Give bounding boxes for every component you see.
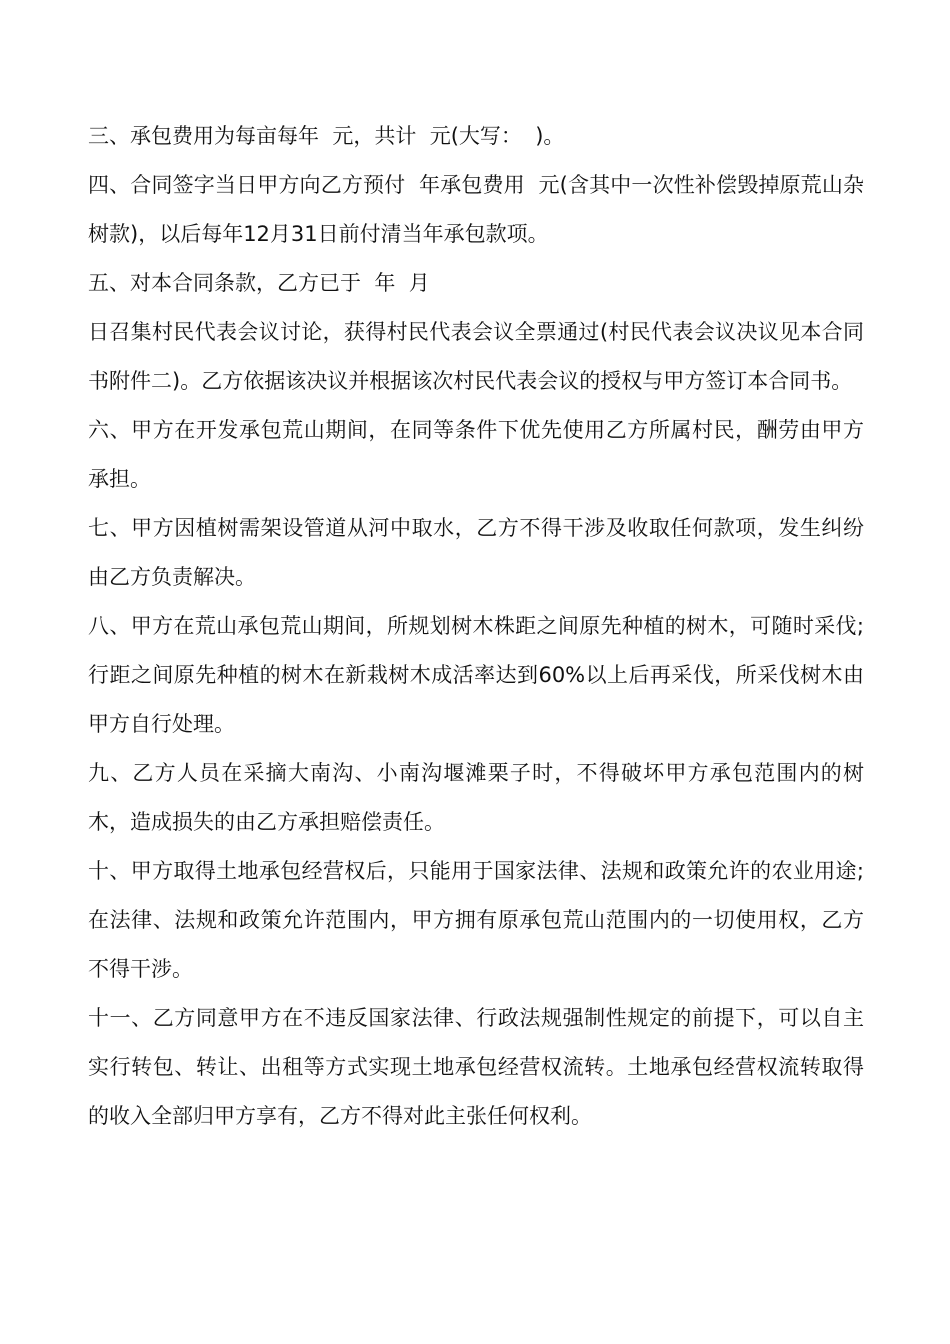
clause-9-chestnuts: 九、乙方人员在采摘大南沟、小南沟堰滩栗子时，不得破坏甲方承包范围内的树木，造成损失的由乙方承担赔偿责任。 <box>88 761 864 834</box>
clause-3-fee: 三、承包费用为每亩每年 元，共计 元(大写： )。 <box>88 124 565 148</box>
clause-4-prepayment: 四、合同签字当日甲方向乙方预付 年承包费用 元(含其中一次性补偿毁掉原荒山杂树款)，以后每年12月31日前付清当年承包款项。 <box>88 173 864 246</box>
clause-5-date: 五、对本合同条款，乙方已于 年 月 <box>88 271 430 295</box>
clause-7-water: 七、甲方因植树需架设管道从河中取水，乙方不得干涉及收取任何款项，发生纠纷由乙方负责解决。 <box>88 516 864 589</box>
clause-5-meeting: 日召集村民代表会议讨论，获得村民代表会议全票通过(村民代表会议决议见本合同书附件二)。乙方依据该决议并根据该次村民代表会议的授权与甲方签订本合同书。 <box>88 320 864 393</box>
clause-10-land-use: 十、甲方取得土地承包经营权后，只能用于国家法律、法规和政策允许的农业用途;在法律、法规和政策允许范围内，甲方拥有原承包荒山范围内的一切使用权，乙方不得干涉。 <box>88 859 864 981</box>
clause-6-villagers: 六、甲方在开发承包荒山期间，在同等条件下优先使用乙方所属村民，酬劳由甲方承担。 <box>88 418 864 491</box>
clause-8-trees: 八、甲方在荒山承包荒山期间，所规划树木株距之间原先种植的树木，可随时采伐;行距之间原先种植的树木在新栽树木成活率达到60%以上后再采伐，所采伐树木由甲方自行处理。 <box>88 614 864 736</box>
clause-11-transfer: 十一、乙方同意甲方在不违反国家法律、行政法规强制性规定的前提下，可以自主实行转包、转让、出租等方式实现土地承包经营权流转。土地承包经营权流转取得的收入全部归甲方享有，乙方不得对此主张任何权利。 <box>88 1006 864 1128</box>
document-body <box>88 112 864 1141</box>
